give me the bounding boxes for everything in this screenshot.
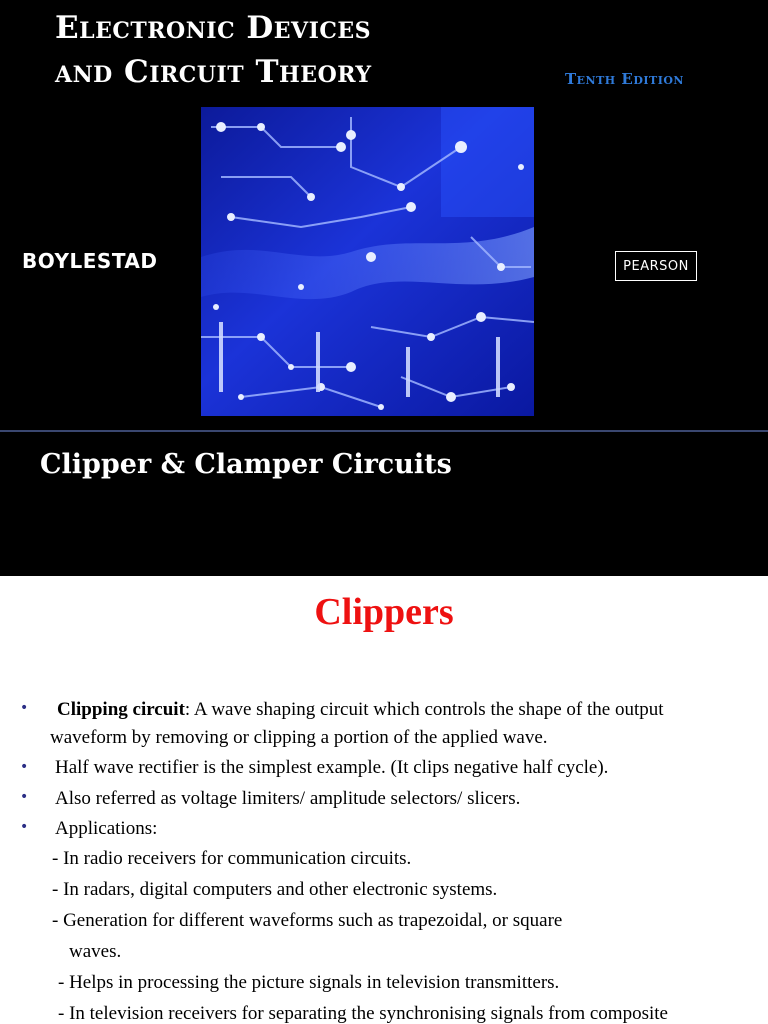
book-title [55,6,372,94]
cover-circuit-board-image [201,107,534,416]
list-item-text: : A wave shaping circuit which controls the shape of the output [184,699,664,720]
content-slide [0,576,768,1024]
term-clipping-circuit: Clipping circuit [57,699,185,720]
list-item: Applications: [55,818,158,839]
application-item: - In radars, digital computers and other electronic systems. [52,879,498,900]
bullet-icon: • [20,759,29,775]
slide-heading: Clippers [314,591,454,633]
author-name: BOYLESTAD [22,249,158,273]
application-item: - In radio receivers for communication circuits. [52,848,412,869]
application-item: - In television receivers for separating the synchronising signals from composite [58,1003,668,1024]
list-item [57,699,664,721]
bullet-icon: • [20,819,29,835]
divider-line [0,430,768,432]
edition-label: Tenth Edition [565,70,684,88]
publisher-logo: PEARSON [615,251,697,281]
list-item: Also referred as voltage limiters/ amplitude selectors/ slicers. [55,788,521,809]
bullet-icon: • [20,789,29,805]
slide-title: Clipper & Clamper Circuits [40,449,452,480]
list-item: Half wave rectifier is the simplest example. (It clips negative half cycle). [55,757,609,778]
bullet-icon: • [20,700,29,716]
book-title-line-2: and Circuit Theory [55,54,372,90]
application-item: - Generation for different waveforms such as trapezoidal, or square [52,910,563,931]
book-title-line-1: Electronic Devices [55,10,372,46]
application-item-continuation: waves. [69,941,122,962]
application-item: - Helps in processing the picture signals in television transmitters. [58,972,560,993]
list-item-continuation: waveform by removing or clipping a portion of the applied wave. [50,727,548,748]
